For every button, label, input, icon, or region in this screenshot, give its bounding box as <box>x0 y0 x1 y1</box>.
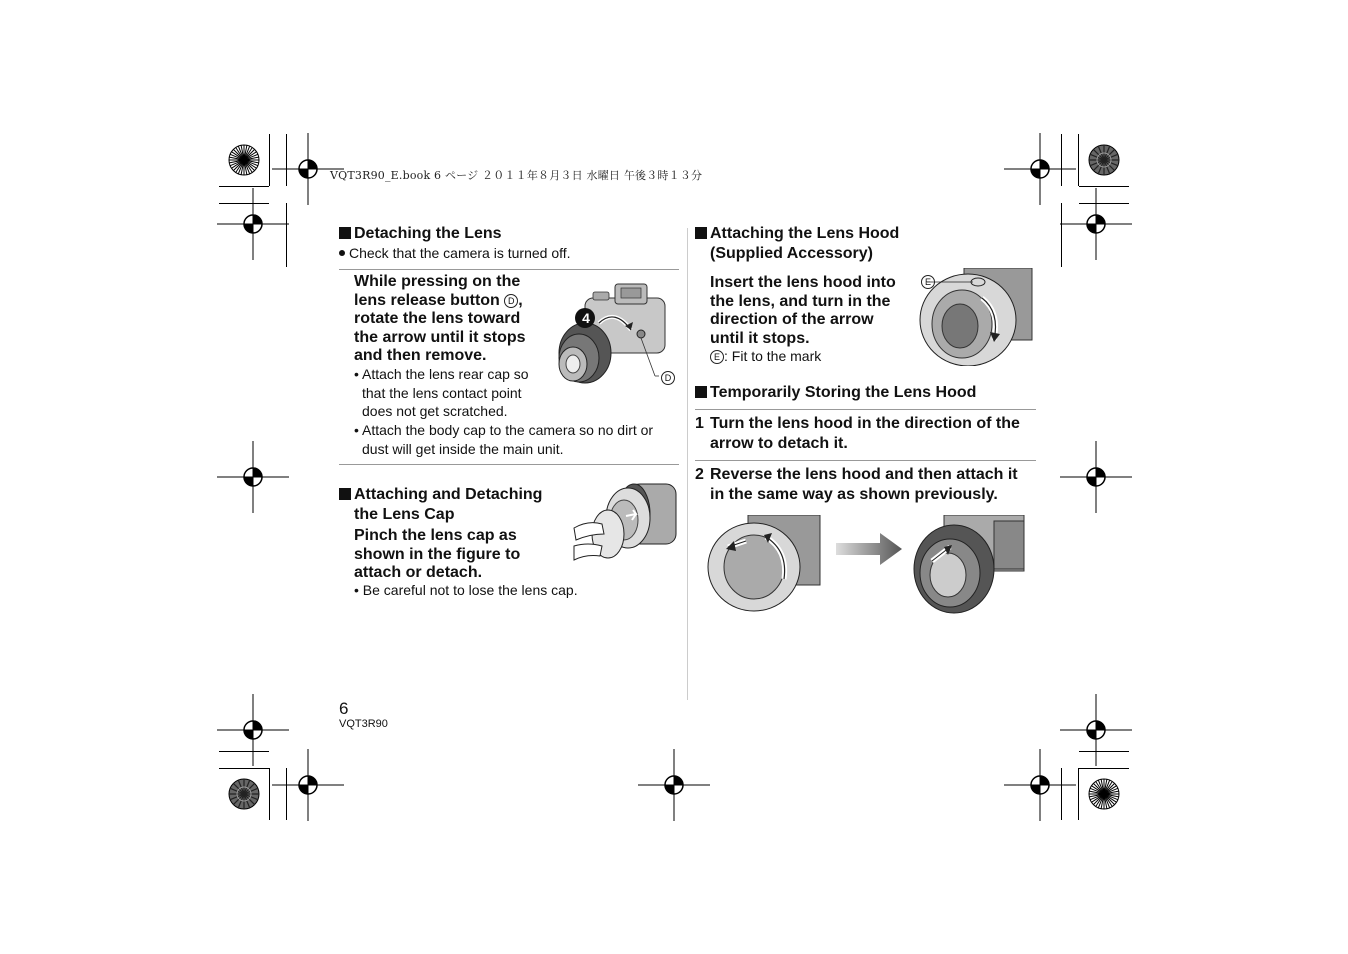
rear-cap-note: • Attach the lens rear cap so that the lens contact point does not get scratched. <box>354 366 529 419</box>
square-bullet-icon <box>695 227 707 239</box>
body-cap-note: • Attach the body cap to the camera so no dirt or dust will get inside the main unit. <box>354 422 654 457</box>
storing-hood-title: Temporarily Storing the Lens Hood <box>695 383 976 403</box>
divider <box>695 460 1036 461</box>
lens-hood-attach-illustration <box>918 268 1033 366</box>
storing-step-2: 2 Reverse the lens hood and then attach it in the same way as shown previously. <box>695 466 1018 503</box>
lens-cap-note: • Be careful not to lose the lens cap. <box>354 582 578 598</box>
model-code: VQT3R90 <box>339 718 388 730</box>
divider <box>339 464 679 465</box>
step-4-marker: 4 <box>582 310 590 326</box>
lens-cap-illustration <box>572 482 678 568</box>
storing-step-1: 1 Turn the lens hood in the direction of the arrow to detach it. <box>695 415 1020 452</box>
lens-hood-title: Attaching the Lens Hood (Supplied Accessory) <box>695 224 899 264</box>
lens-cap-instruction: Pinch the lens cap as shown in the figure to attach or detach. <box>354 527 521 581</box>
file-info-header: VQT3R90_E.book 6 ページ ２０１１年８月３日 水曜日 午後３時１３分 <box>330 169 703 182</box>
detaching-instruction: While pressing on the lens release button D , rotate the lens toward the arrow until it stops and then remove. <box>354 273 526 364</box>
divider <box>339 269 679 270</box>
fit-mark-note: E : Fit to the mark <box>710 347 821 365</box>
lens-cap-title: Attaching and Detaching the Lens Cap <box>339 485 542 525</box>
callout-d-mark: D <box>504 294 518 308</box>
square-bullet-icon <box>695 386 707 398</box>
callout-e-label: E <box>921 275 935 289</box>
square-bullet-icon <box>339 227 351 239</box>
bullet-dot-icon <box>339 250 345 256</box>
divider <box>695 409 1036 410</box>
hood-detach-illustration <box>706 515 822 613</box>
camera-detach-illustration <box>555 278 680 388</box>
detaching-lens-title: Detaching the Lens <box>339 224 502 244</box>
lens-hood-instruction: Insert the lens hood into the lens, and turn in the direction of the arrow until it stops. <box>710 274 896 347</box>
hood-reverse-attach-illustration <box>910 515 1026 615</box>
callout-e-mark: E <box>710 350 724 364</box>
callout-d-label: D <box>661 371 675 385</box>
power-off-check: Check that the camera is turned off. <box>339 244 571 262</box>
square-bullet-icon <box>339 488 351 500</box>
page-number: 6 <box>339 699 349 718</box>
arrow-right-icon <box>836 533 902 565</box>
